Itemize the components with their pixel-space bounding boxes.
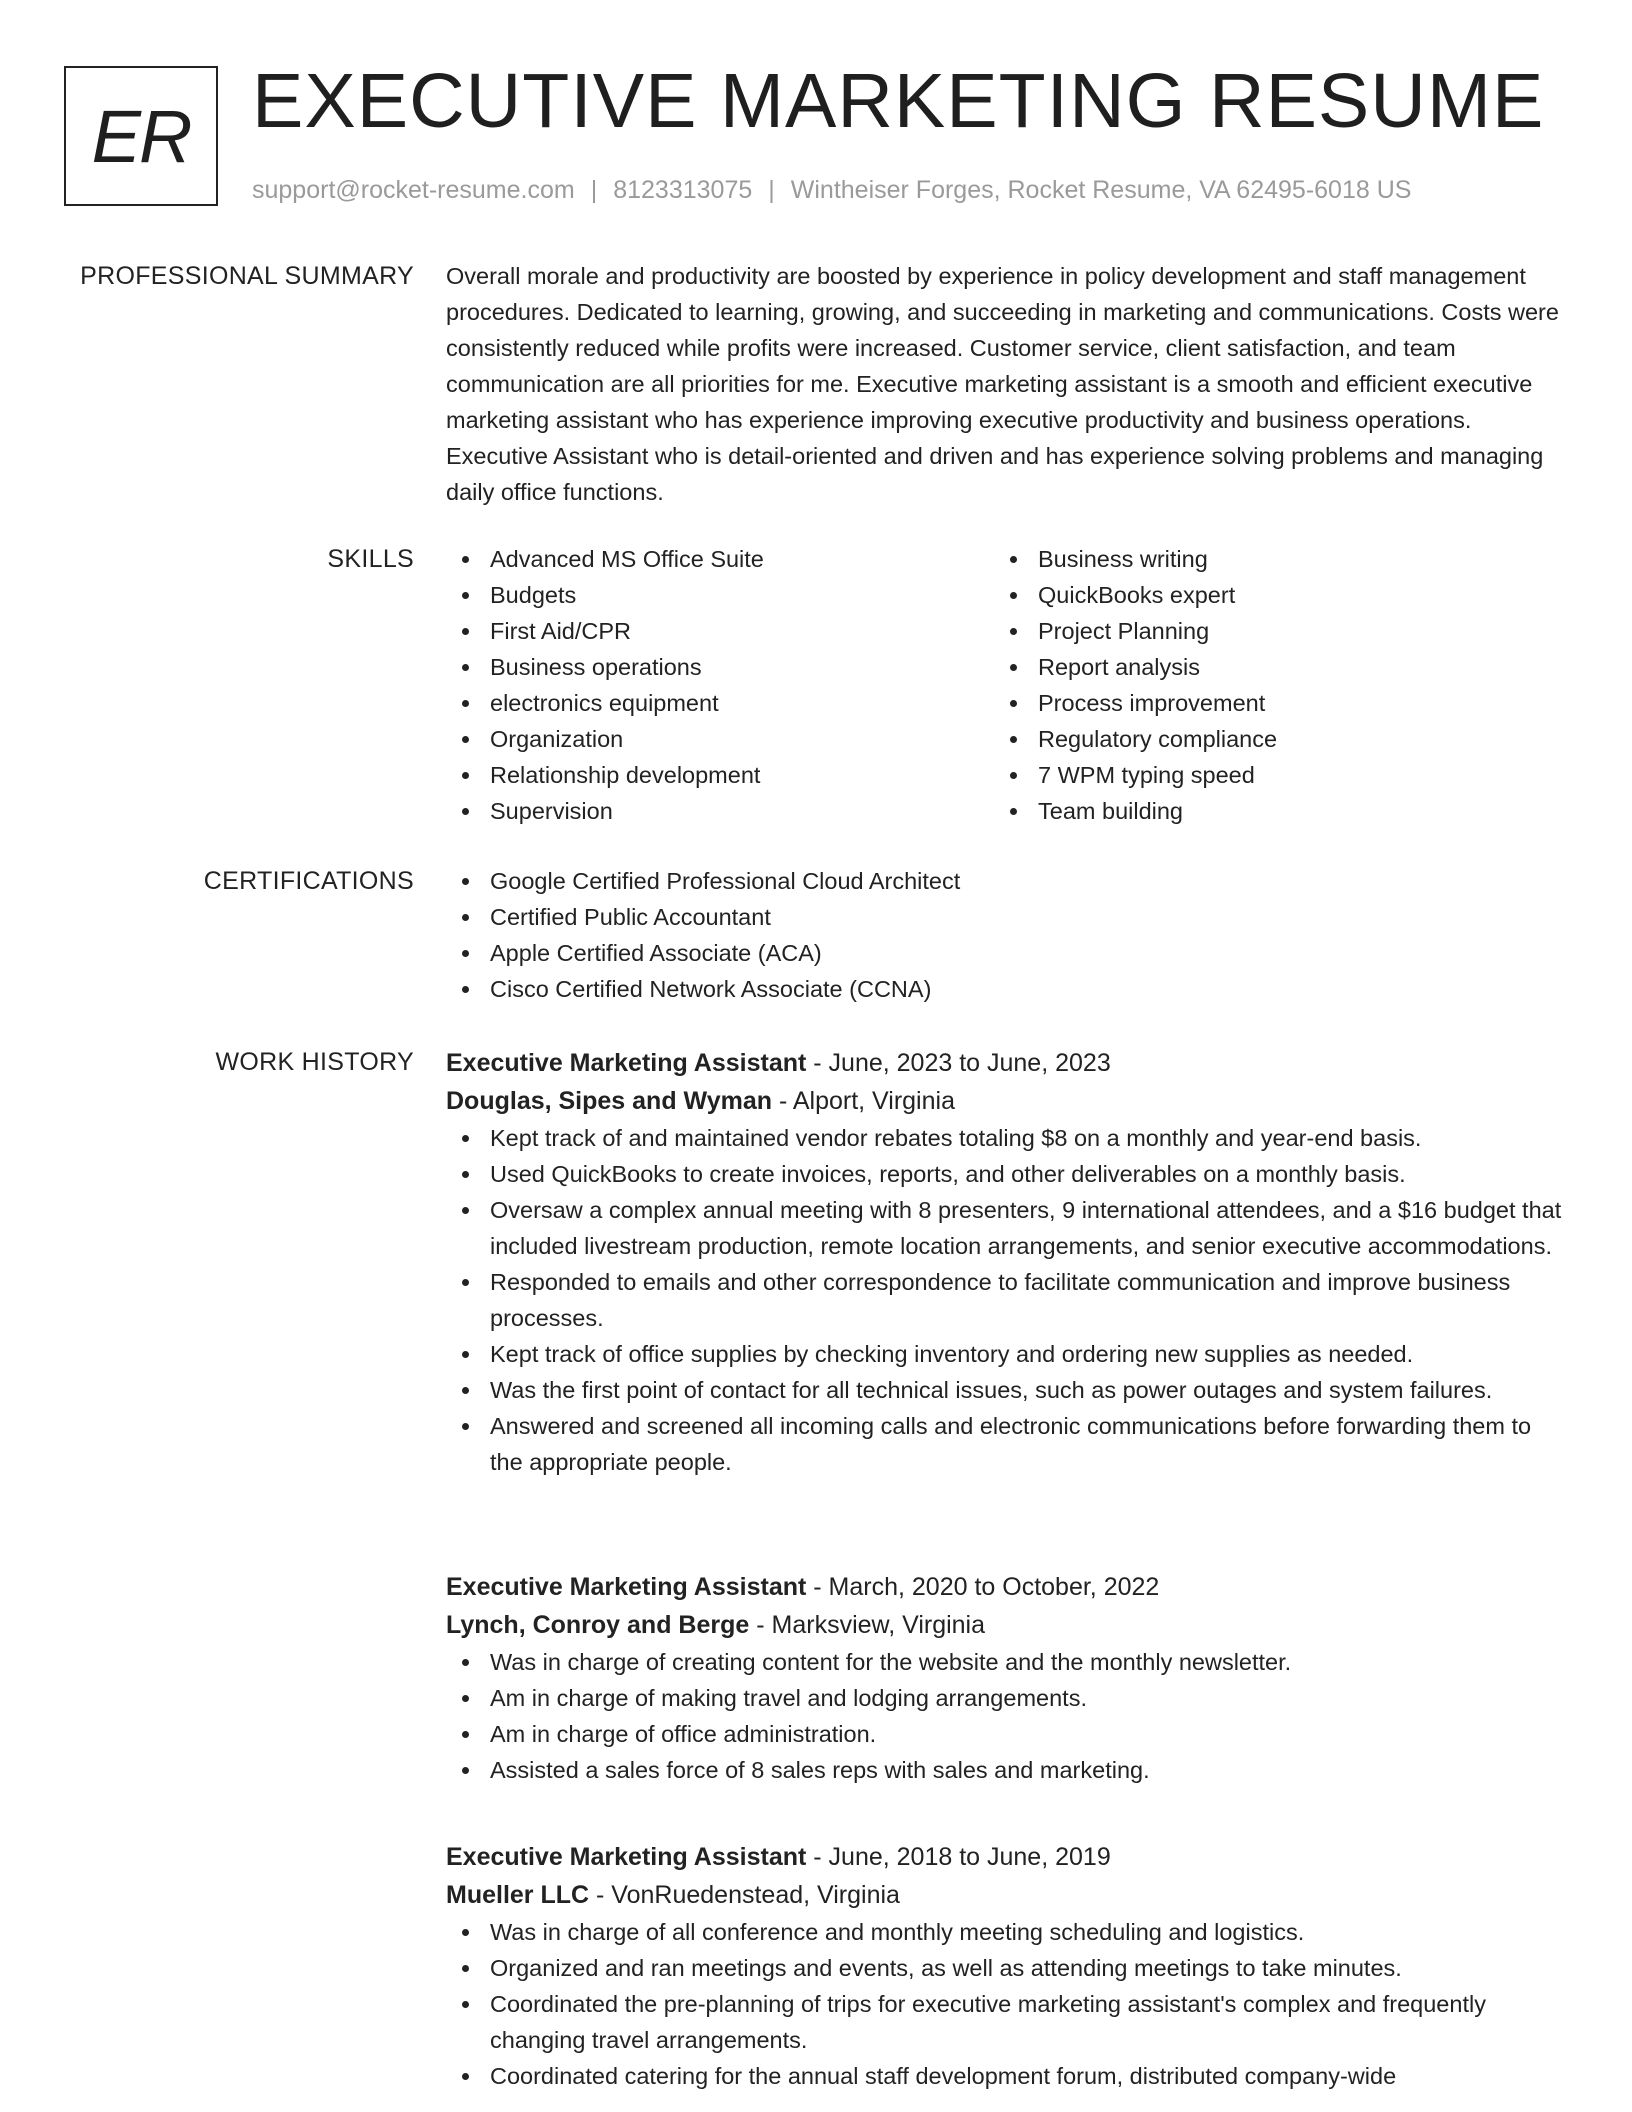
monogram-initials: ER bbox=[91, 94, 191, 178]
section-label-skills: SKILLS bbox=[327, 545, 414, 573]
skills-list bbox=[446, 541, 986, 829]
summary-text: Overall morale and productivity are boosted by experience in policy development and staff management procedures. Dedicated to learning, growing, and succeeding in marketing and communications. Costs were consistently reduced while profits were increased. Customer service, client satisfaction, and team communication are all priorities for me. Executive marketing assistant is a smooth and efficient executive marketing assistant who has experience improving executive productivity and business operations. Executive Assistant who is detail-oriented and driven and has experience solving problems and managing daily office functions. bbox=[446, 263, 1559, 505]
job-duty-item: Am in charge of office administration. bbox=[446, 1716, 1566, 1752]
job-company: Lynch, Conroy and Berge bbox=[446, 1611, 750, 1639]
job-entry bbox=[446, 1838, 1566, 2094]
job-duty-item: Responded to emails and other correspondence to facilitate communication and improve business processes. bbox=[446, 1264, 1566, 1336]
job-duties-list bbox=[446, 1120, 1566, 1480]
job-duty-item: Coordinated the pre-planning of trips for executive marketing assistant's complex and frequently changing travel arrangements. bbox=[446, 1986, 1566, 2058]
summary-content bbox=[446, 258, 1566, 510]
job-company: Mueller LLC bbox=[446, 1881, 590, 1909]
job-company-line bbox=[446, 1876, 1566, 1914]
skill-item: Business operations bbox=[446, 649, 986, 685]
contact-phone: 8123313075 bbox=[613, 176, 753, 204]
skill-item: Report analysis bbox=[994, 649, 1534, 685]
job-duty-item: Was in charge of all conference and monthly meeting scheduling and logistics. bbox=[446, 1914, 1566, 1950]
job-title: Executive Marketing Assistant bbox=[446, 1573, 807, 1601]
job-location: - Marksview, Virginia bbox=[749, 1611, 986, 1639]
monogram-box bbox=[64, 66, 218, 206]
skill-item: Relationship development bbox=[446, 757, 986, 793]
skill-item: Process improvement bbox=[994, 685, 1534, 721]
job-duty-item: Was in charge of creating content for the website and the monthly newsletter. bbox=[446, 1644, 1566, 1680]
skill-item: First Aid/CPR bbox=[446, 613, 986, 649]
job-duties-list bbox=[446, 1644, 1566, 1788]
job-duty-item: Coordinated catering for the annual staff development forum, distributed company-wide bbox=[446, 2058, 1566, 2094]
certification-item: Certified Public Accountant bbox=[446, 899, 1566, 935]
job-title-line bbox=[446, 1044, 1566, 1082]
contact-line bbox=[252, 174, 1411, 206]
job-title: Executive Marketing Assistant bbox=[446, 1843, 807, 1871]
job-dates: - June, 2023 to June, 2023 bbox=[806, 1049, 1111, 1077]
job-duty-item: Answered and screened all incoming calls and electronic communications before forwarding them to the appropriate people. bbox=[446, 1408, 1566, 1480]
skill-item: Organization bbox=[446, 721, 986, 757]
job-duty-item: Kept track of and maintained vendor rebates totaling $8 on a monthly and year-end basis. bbox=[446, 1120, 1566, 1156]
job-company-line bbox=[446, 1606, 1566, 1644]
job-duty-item: Oversaw a complex annual meeting with 8 presenters, 9 international attendees, and a $16 budget that included livestream production, remote location arrangements, and senior executive accommodations. bbox=[446, 1192, 1566, 1264]
job-dates: - June, 2018 to June, 2019 bbox=[806, 1843, 1111, 1871]
skills-column-right bbox=[994, 541, 1534, 829]
job-duty-item: Kept track of office supplies by checking inventory and ordering new supplies as needed. bbox=[446, 1336, 1566, 1372]
skill-item: Regulatory compliance bbox=[994, 721, 1534, 757]
skill-item: Supervision bbox=[446, 793, 986, 829]
job-title: Executive Marketing Assistant bbox=[446, 1049, 807, 1077]
job-entry bbox=[446, 1044, 1566, 1480]
skill-item: Project Planning bbox=[994, 613, 1534, 649]
skill-item: Business writing bbox=[994, 541, 1534, 577]
certification-item: Google Certified Professional Cloud Architect bbox=[446, 863, 1566, 899]
skill-item: electronics equipment bbox=[446, 685, 986, 721]
certifications-list bbox=[446, 863, 1566, 1007]
certifications-content bbox=[446, 863, 1566, 1007]
certification-item: Cisco Certified Network Associate (CCNA) bbox=[446, 971, 1566, 1007]
skill-item: Budgets bbox=[446, 577, 986, 613]
section-label-work-history: WORK HISTORY bbox=[215, 1048, 414, 1076]
job-dates: - March, 2020 to October, 2022 bbox=[806, 1573, 1160, 1601]
job-title-line bbox=[446, 1568, 1566, 1606]
contact-email: support@rocket-resume.com bbox=[252, 176, 575, 204]
job-duty-item: Assisted a sales force of 8 sales reps with sales and marketing. bbox=[446, 1752, 1566, 1788]
job-company: Douglas, Sipes and Wyman bbox=[446, 1087, 773, 1115]
skills-column-left bbox=[446, 541, 986, 829]
section-label-summary: PROFESSIONAL SUMMARY bbox=[80, 262, 414, 290]
skill-item: Team building bbox=[994, 793, 1534, 829]
skill-item: Advanced MS Office Suite bbox=[446, 541, 986, 577]
job-duty-item: Used QuickBooks to create invoices, reports, and other deliverables on a monthly basis. bbox=[446, 1156, 1566, 1192]
job-duty-item: Was the first point of contact for all technical issues, such as power outages and system failures. bbox=[446, 1372, 1566, 1408]
job-duty-item: Organized and ran meetings and events, as well as attending meetings to take minutes. bbox=[446, 1950, 1566, 1986]
job-title-line bbox=[446, 1838, 1566, 1876]
skills-list bbox=[994, 541, 1534, 829]
job-entry bbox=[446, 1568, 1566, 1788]
skill-item: 7 WPM typing speed bbox=[994, 757, 1534, 793]
contact-address: Wintheiser Forges, Rocket Resume, VA 62495-6018 US bbox=[790, 176, 1412, 204]
job-location: - Alport, Virginia bbox=[772, 1087, 955, 1115]
contact-separator: | bbox=[590, 176, 598, 204]
job-duties-list bbox=[446, 1914, 1566, 2094]
job-duty-item: Am in charge of making travel and lodging arrangements. bbox=[446, 1680, 1566, 1716]
skill-item: QuickBooks expert bbox=[994, 577, 1534, 613]
section-label-certifications: CERTIFICATIONS bbox=[203, 867, 414, 895]
contact-separator: | bbox=[768, 176, 775, 204]
certification-item: Apple Certified Associate (ACA) bbox=[446, 935, 1566, 971]
resume-title: EXECUTIVE MARKETING RESUME bbox=[252, 58, 1545, 144]
job-location: - VonRuedenstead, Virginia bbox=[589, 1881, 900, 1909]
job-company-line bbox=[446, 1082, 1566, 1120]
